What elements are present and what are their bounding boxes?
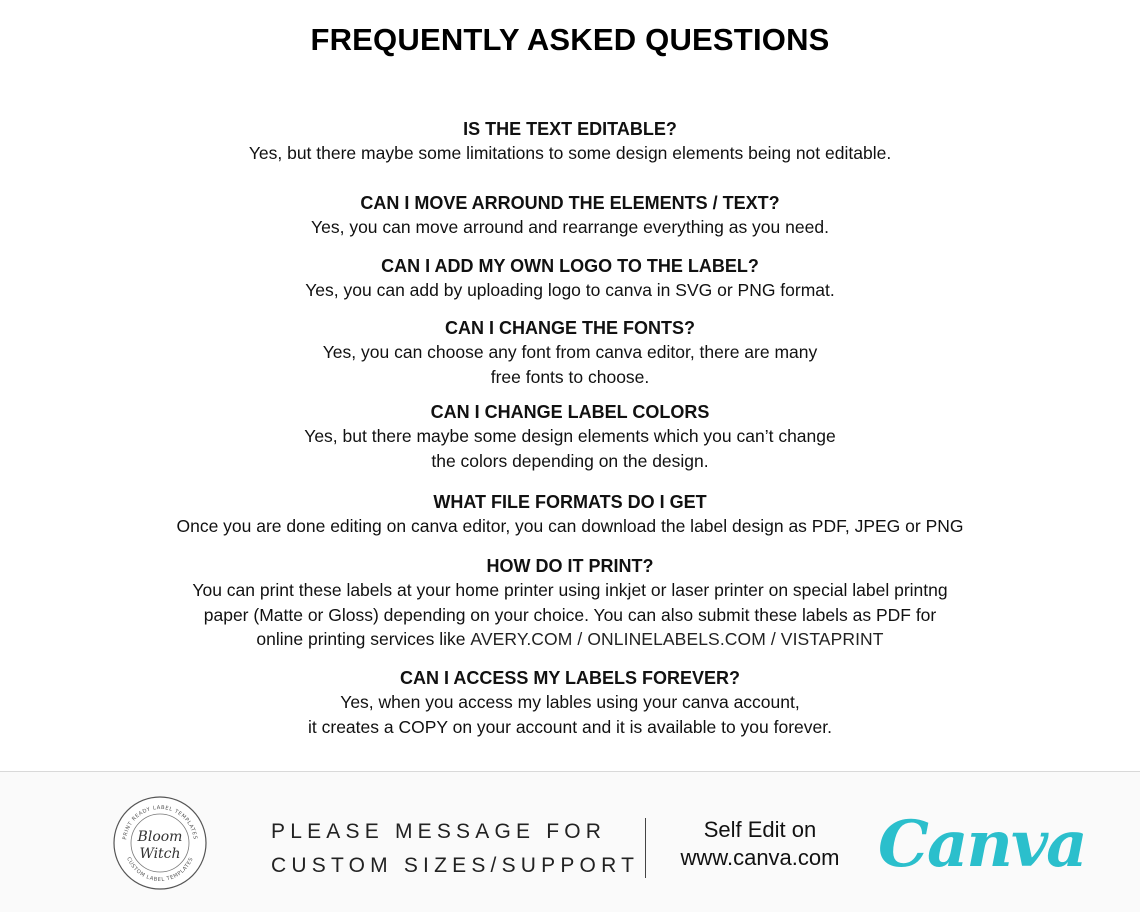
printing-services-list: AVERY.COM / ONLINELABELS.COM / VISTAPRINT (470, 629, 884, 649)
message-line: PLEASE MESSAGE FOR (271, 820, 607, 843)
faq-answer-text: online printing services like (256, 629, 471, 649)
badge-name-line1: Bloom (137, 829, 183, 845)
badge-name-line2: Witch (139, 846, 181, 862)
faq-answer: Once you are done editing on canva editor, you can download the label design as PDF, JPEG or PNG (176, 516, 964, 536)
faq-question: CAN I CHANGE THE FONTS? (445, 318, 695, 338)
faq-item (0, 666, 1140, 739)
faq-question: CAN I CHANGE LABEL COLORS (430, 402, 710, 422)
footer-separator (645, 818, 646, 878)
faq-answer (0, 627, 1140, 652)
message-line: CUSTOM SIZES/SUPPORT (271, 854, 640, 877)
faq-item (0, 316, 1140, 389)
faq-answer: Yes, when you access my lables using your canva account, (340, 692, 800, 712)
bloom-witch-logo (113, 796, 207, 890)
faq-item (0, 400, 1140, 473)
canva-url-link[interactable]: www.canva.com (680, 845, 840, 870)
page-title: FREQUENTLY ASKED QUESTIONS (310, 22, 830, 57)
canva-logo (876, 800, 1086, 882)
faq-question: IS THE TEXT EDITABLE? (463, 119, 677, 139)
badge-bottom-text: CUSTOM LABEL TEMPLATES (125, 856, 195, 884)
faq-question: CAN I ACCESS MY LABELS FOREVER? (399, 668, 741, 688)
faq-answer: You can print these labels at your home printer using inkjet or laser printer on special label printng (192, 580, 948, 600)
faq-question: HOW DO IT PRINT? (486, 556, 654, 576)
faq-item (0, 191, 1140, 240)
faq-answer: Yes, you can choose any font from canva editor, there are many (322, 342, 818, 362)
faq-item (0, 117, 1140, 166)
faq-question: CAN I MOVE ARROUND THE ELEMENTS / TEXT? (360, 193, 780, 213)
faq-item (0, 490, 1140, 539)
faq-answer: free fonts to choose. (490, 366, 650, 387)
faq-item (0, 254, 1140, 303)
faq-answer: the colors depending on the design. (431, 450, 709, 471)
custom-support-message (271, 815, 639, 883)
self-edit-line: Self Edit on (703, 817, 817, 842)
badge-top-text: PRINT READY LABEL TEMPLATES (122, 804, 198, 841)
canva-logo-text: Canva (878, 807, 1086, 882)
faq-question: WHAT FILE FORMATS DO I GET (433, 492, 707, 512)
faq-item (0, 554, 1140, 652)
faq-answer: paper (Matte or Gloss) depending on your choice. You can also submit these labels as PDF for (203, 604, 937, 625)
faq-question: CAN I ADD MY OWN LOGO TO THE LABEL? (381, 256, 759, 276)
faq-answer: Yes, but there maybe some design elements which you can’t change (304, 426, 836, 446)
faq-answer: Yes, but there maybe some limitations to some design elements being not editable. (248, 143, 892, 163)
self-edit-note (660, 816, 860, 872)
faq-answer: it creates a COPY on your account and it is available to you forever. (308, 716, 832, 737)
faq-answer: Yes, you can add by uploading logo to canva in SVG or PNG format. (305, 280, 835, 300)
faq-answer: Yes, you can move arround and rearrange everything as you need. (311, 217, 829, 237)
